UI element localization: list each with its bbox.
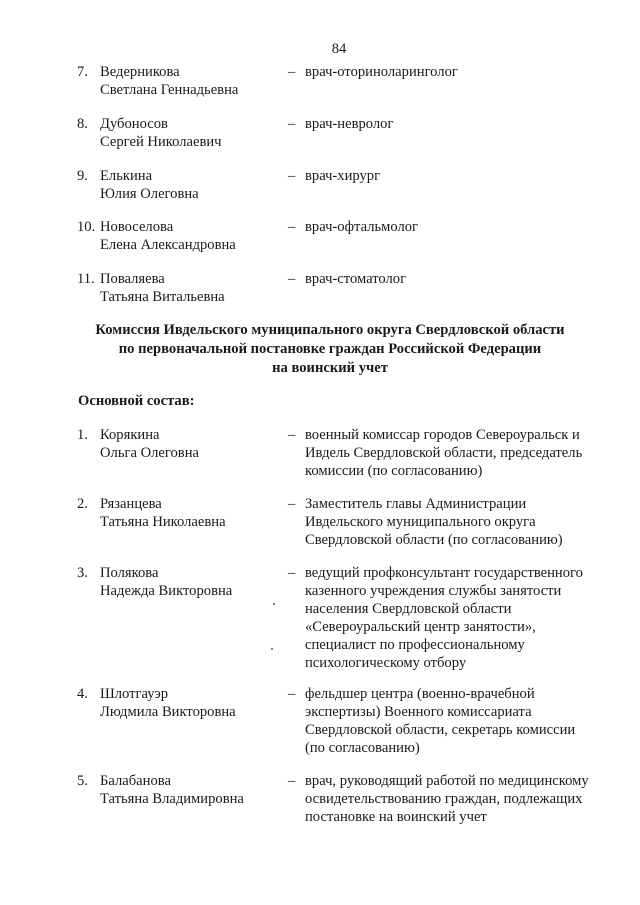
role-line: фельдшер центра (военно-врачебной <box>305 686 535 702</box>
role-line: экспертизы) Военного комиссариата <box>305 704 532 720</box>
dash-separator: – <box>288 64 296 80</box>
given-names: Татьяна Владимировна <box>100 791 244 807</box>
role-line: (по согласованию) <box>305 740 420 756</box>
given-names: Светлана Геннадьевна <box>100 82 239 98</box>
given-names: Надежда Викторовна <box>100 583 233 599</box>
dash-separator: – <box>288 686 296 702</box>
surname: Елькина <box>100 168 153 184</box>
role-line: ведущий профконсультант государственного <box>305 565 583 581</box>
dash-separator: – <box>288 565 296 581</box>
member-name <box>100 426 199 462</box>
scan-speck <box>271 648 273 650</box>
given-names: Татьяна Николаевна <box>100 514 226 530</box>
given-names: Елена Александровна <box>100 237 236 253</box>
given-names: Татьяна Витальевна <box>100 289 225 305</box>
dash-separator: – <box>288 496 296 512</box>
given-names: Сергей Николаевич <box>100 134 222 150</box>
member-name <box>100 167 199 203</box>
scan-speck <box>273 603 275 605</box>
member-name <box>100 685 236 721</box>
item-number: 9. <box>77 168 88 184</box>
item-number: 8. <box>77 116 88 132</box>
member-name <box>100 495 226 531</box>
page-number: 84 <box>331 41 347 57</box>
member-role <box>305 63 605 81</box>
member-name <box>100 772 244 808</box>
member-name <box>100 218 236 254</box>
role-line: военный комиссар городов Североуральск и <box>305 427 580 443</box>
dash-separator: – <box>288 427 296 443</box>
role-line: Ивдельского муниципального округа <box>305 514 536 530</box>
surname: Поваляева <box>100 271 165 287</box>
dash-separator: – <box>288 773 296 789</box>
item-number: 10. <box>77 219 96 235</box>
role-line: врач-оториноларинголог <box>305 64 458 80</box>
item-number: 1. <box>77 427 88 443</box>
heading-line: Комиссия Ивдельского муниципального округа Свердловской области <box>95 322 565 338</box>
member-name <box>100 63 238 99</box>
role-line: специалист по профессиональному <box>305 637 525 653</box>
given-names: Ольга Олеговна <box>100 445 199 461</box>
role-line: Свердловской области (по согласованию) <box>305 532 563 548</box>
role-line: населения Свердловской области <box>305 601 512 617</box>
role-line: Ивдель Свердловской области, председатель <box>305 445 583 461</box>
dash-separator: – <box>288 271 296 287</box>
member-name <box>100 270 225 306</box>
member-name <box>100 564 232 600</box>
role-line: врач-хирург <box>305 168 381 184</box>
surname: Дубоносов <box>100 116 168 132</box>
given-names: Людмила Викторовна <box>100 704 236 720</box>
commission-heading <box>60 321 600 378</box>
heading-line: по первоначальной постановке граждан Российской Федерации <box>118 341 542 357</box>
item-number: 2. <box>77 496 88 512</box>
role-line: Свердловской области, секретарь комиссии <box>305 722 576 738</box>
dash-separator: – <box>288 219 296 235</box>
item-number: 11. <box>77 271 95 287</box>
surname: Балабанова <box>100 773 171 789</box>
item-number: 3. <box>77 565 88 581</box>
member-role <box>305 772 605 826</box>
member-role <box>305 495 605 549</box>
member-role <box>305 270 605 288</box>
given-names: Юлия Олеговна <box>100 186 199 202</box>
role-line: освидетельствованию граждан, подлежащих <box>305 791 583 807</box>
role-line: психологическому отбору <box>305 655 467 671</box>
surname: Ведерникова <box>100 64 180 80</box>
surname: Новоселова <box>100 219 174 235</box>
surname: Корякина <box>100 427 160 443</box>
role-line: казенного учреждения службы занятости <box>305 583 562 599</box>
role-line: Заместитель главы Администрации <box>305 496 527 512</box>
item-number: 7. <box>77 64 88 80</box>
heading-line: на воинский учет <box>272 360 388 376</box>
surname: Шлотгауэр <box>100 686 169 702</box>
member-role <box>305 426 605 480</box>
member-role <box>305 685 605 757</box>
role-line: комиссии (по согласованию) <box>305 463 483 479</box>
member-name <box>100 115 222 151</box>
member-role <box>305 218 605 236</box>
member-role <box>305 167 605 185</box>
item-number: 4. <box>77 686 88 702</box>
dash-separator: – <box>288 116 296 132</box>
member-role <box>305 564 605 672</box>
surname: Полякова <box>100 565 159 581</box>
role-line: врач-офтальмолог <box>305 219 419 235</box>
main-composition-label: Основной состав: <box>78 393 195 409</box>
role-line: постановке на воинский учет <box>305 809 487 825</box>
member-role <box>305 115 605 133</box>
role-line: врач-невролог <box>305 116 394 132</box>
surname: Рязанцева <box>100 496 162 512</box>
role-line: «Североуральский центр занятости», <box>305 619 536 635</box>
role-line: врач-стоматолог <box>305 271 407 287</box>
dash-separator: – <box>288 168 296 184</box>
role-line: врач, руководящий работой по медицинскому <box>305 773 589 789</box>
item-number: 5. <box>77 773 88 789</box>
